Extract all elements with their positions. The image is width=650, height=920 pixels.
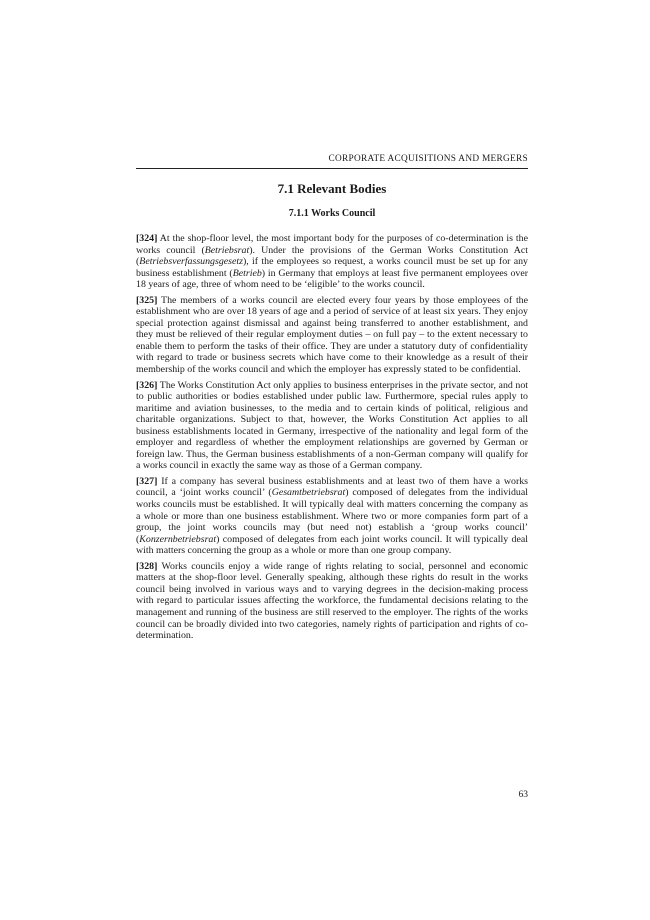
paragraph-text bbox=[136, 295, 528, 375]
paragraph-number: [324] bbox=[136, 233, 158, 244]
paragraph-324 bbox=[136, 233, 528, 291]
paragraph-326 bbox=[136, 380, 528, 472]
paragraph-number: [326] bbox=[136, 379, 158, 391]
italic-term: Gesamtbetriebsrat bbox=[271, 487, 346, 499]
italic-term: Betriebsverfassungsgesetz bbox=[139, 256, 243, 268]
paragraph-text bbox=[136, 233, 528, 290]
italic-term: Betrieb bbox=[232, 267, 262, 279]
paragraph-number: [325] bbox=[136, 294, 158, 306]
text-run: The Works Constitution Act only applies to business enterprises in the private sector, and not to public authorities or bodies established under public law. Furthermore, special rules apply to maritime and aviation businesses, to the media and to certain kinds of political, religious and charitable organizations. Subject to that, however, the Works Constitution Act applies to all business establishments located in Germany, irrespective of the nationality and legal form of the employer and regardless of whether the employment relationships are governed by German or foreign law. Thus, the German business establishments of a non-German company will qualify for a works council in exactly the same way as those of a German company. bbox=[136, 379, 528, 472]
body-text bbox=[136, 233, 528, 646]
text-run: ). Under the provisions of the German Works Constitution Act ( bbox=[136, 244, 528, 268]
running-head: CORPORATE ACQUISITIONS AND MERGERS bbox=[328, 154, 528, 164]
text-run: ) composed of delegates from each joint works council. It will typically deal with matters concerning the group as a whole or more than one group company. bbox=[136, 533, 528, 557]
text-run: ) in Germany that employs at least five permanent employees over 18 years of age, three of whom need to be ‘eligible’ to the works council. bbox=[136, 267, 528, 291]
text-run: Works councils enjoy a wide range of rights relating to social, personnel and economic matters at the shop-floor level. Generally speaking, although these rights do result in the works council being involved in various ways and to varying degrees in the decision-making process with regard to particular issues affecting the workforce, the fundamental decisions relating to the management and running of the business are still reserved to the employer. The rights of the works council can be broadly divided into two categories, namely rights of participation and rights of co-determination. bbox=[136, 560, 528, 642]
italic-term: Konzernbetriebsrat bbox=[139, 533, 217, 545]
section-title: 7.1 Relevant Bodies bbox=[277, 181, 387, 196]
paragraph-text bbox=[136, 476, 528, 556]
text-run: At the shop-floor level, the most important body for the purposes of co-determination is the works council ( bbox=[136, 233, 528, 256]
paragraph-327 bbox=[136, 476, 528, 557]
text-run: If a company has several business establishments and at least two of them have a works council, a ‘joint works council’ ( bbox=[136, 475, 529, 499]
text-run: ) composed of delegates from the individual works councils must be established. It will typically deal with matters concerning the company as a whole or more than one business establishment. Where two or more companies form part of a group, the joint works councils may (but need not) establish a ‘group works council’ ( bbox=[136, 487, 528, 545]
paragraph-number: [328] bbox=[136, 560, 158, 572]
italic-term: Betriebsrat bbox=[204, 244, 250, 256]
paragraph-328 bbox=[136, 561, 528, 642]
paragraph-number: [327] bbox=[136, 475, 158, 487]
header-rule bbox=[136, 168, 528, 169]
text-run: The members of a works council are elected every four years by those employees of the establishment who are over 18 years of age and a period of service of at least six years. They enjoy special protection against dismissal and against being transferred to another establishment, and they must be relieved of their regular employment duties – on full pay – to the extent necessary to enable them to perform the tasks of their office. They are under a statutory duty of confidentiality with regard to trade or business secrets which have come to their knowledge as a result of their membership of the works council and which the employer has expressly stated to be confidential. bbox=[136, 294, 529, 376]
page-number: 63 bbox=[518, 790, 528, 800]
text-run: ), if the employees so request, a works council must be set up for any business establishment ( bbox=[136, 256, 528, 279]
paragraph-text bbox=[136, 380, 528, 472]
paragraph-325 bbox=[136, 295, 528, 376]
paragraph-text bbox=[136, 561, 528, 641]
subsection-title: 7.1.1 Works Council bbox=[288, 208, 376, 219]
book-page bbox=[136, 0, 528, 920]
